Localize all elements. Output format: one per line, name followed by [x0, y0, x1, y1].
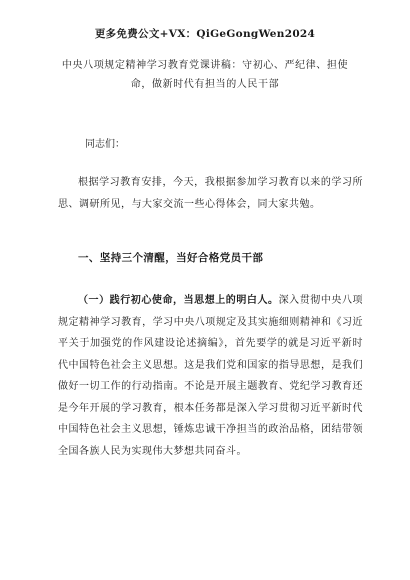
subsection-title: （一）践行初心使命，当思想上的明白人。: [78, 295, 279, 306]
salutation: 同志们：: [85, 139, 125, 150]
document-title: 中央八项规定精神学习教育党课讲稿：守初心、严纪律、担使命，做新时代有担当的人民干部: [61, 60, 349, 90]
watermark-text: 更多免费公文+VX：QiGeGongWen2024: [94, 28, 316, 40]
body-paragraph: [58, 290, 363, 462]
section-heading: 一、坚持三个清醒，当好合格党员干部: [78, 252, 264, 264]
intro-paragraph: 根据学习教育安排，今天，我根据参加学习教育以来的学习所思、调研所见，与大家交流一些心得体会，同大家共勉。: [58, 177, 363, 210]
subsection-body: 深入贯彻中央八项规定精神学习教育，学习中央八项规定及其实施细则精神和《习近平关于加强党的作风建设论述摘编》，首先要学的就是习近平新时代中国特色社会主义思想。这是我们党和国家的指导思想，是我们做好一切工作的行动指南。不论是开展主题教育、党纪学习教育还是今年开展的学习教育，根本任务都是深入学习贯彻习近平新时代中国特色社会主义思想，锤炼忠诚干净担当的政治品格，团结带领全国各族人民为实现伟大梦想共同奋斗。: [58, 295, 364, 457]
